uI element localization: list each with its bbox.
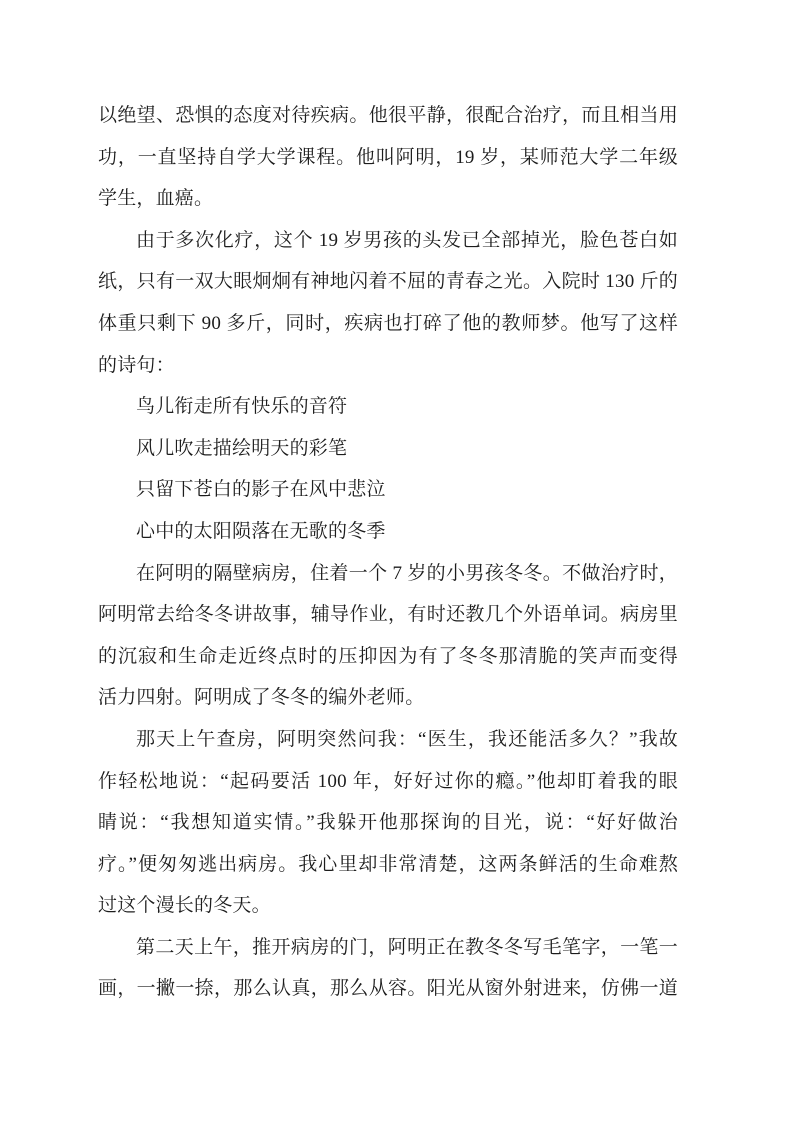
text-line: 过这个漫长的冬天。 xyxy=(98,895,271,917)
poem-line: 心中的太阳陨落在无歌的冬季 xyxy=(136,520,386,542)
text-line: 功，一直坚持自学大学课程。他叫阿明，19 岁，某师范大学二年级 xyxy=(98,146,678,168)
text-line: 活力四射。阿明成了冬冬的编外老师。 xyxy=(98,687,425,709)
text-line: 画，一撇一捺，那么认真，那么从容。阳光从窗外射进来，仿佛一道 xyxy=(98,978,678,1000)
poem-line: 风儿吹走描绘明天的彩笔 xyxy=(136,437,348,459)
text-line: 阿明常去给冬冬讲故事，辅导作业，有时还教几个外语单词。病房里 xyxy=(98,604,678,626)
text-line: 体重只剩下 90 多斤，同时，疾病也打碎了他的教师梦。他写了这样 xyxy=(98,312,678,334)
text-line: 那天上午查房，阿明突然问我：“医生，我还能活多久？”我故 xyxy=(136,728,678,750)
text-body xyxy=(98,95,678,1010)
text-line: 第二天上午，推开病房的门，阿明正在教冬冬写毛笔字，一笔一 xyxy=(136,936,678,958)
text-line: 由于多次化疗，这个 19 岁男孩的头发已全部掉光，脸色苍白如 xyxy=(136,229,678,251)
text-line: 的诗句： xyxy=(98,354,175,376)
text-line: 学生，血癌。 xyxy=(98,188,214,210)
text-line: 睛说：“我想知道实情。”我躲开他那探询的目光，说：“好好做治 xyxy=(98,812,678,834)
poem-line: 只留下苍白的影子在风中悲泣 xyxy=(136,479,386,501)
text-line: 以绝望、恐惧的态度对待疾病。他很平静，很配合治疗，而且相当用 xyxy=(98,105,678,126)
text-line: 的沉寂和生命走近终点时的压抑因为有了冬冬那清脆的笑声而变得 xyxy=(98,645,678,667)
text-line: 作轻松地说：“起码要活 100 年，好好过你的瘾。”他却盯着我的眼 xyxy=(98,770,678,792)
text-line: 在阿明的隔壁病房，住着一个 7 岁的小男孩冬冬。不做治疗时， xyxy=(136,562,678,584)
text-line: 纸，只有一双大眼炯炯有神地闪着不屈的青春之光。入院时 130 斤的 xyxy=(98,271,678,293)
poem-line: 鸟儿衔走所有快乐的音符 xyxy=(136,396,348,418)
text-line: 疗。”便匆匆逃出病房。我心里却非常清楚，这两条鲜活的生命难熬 xyxy=(98,853,678,875)
